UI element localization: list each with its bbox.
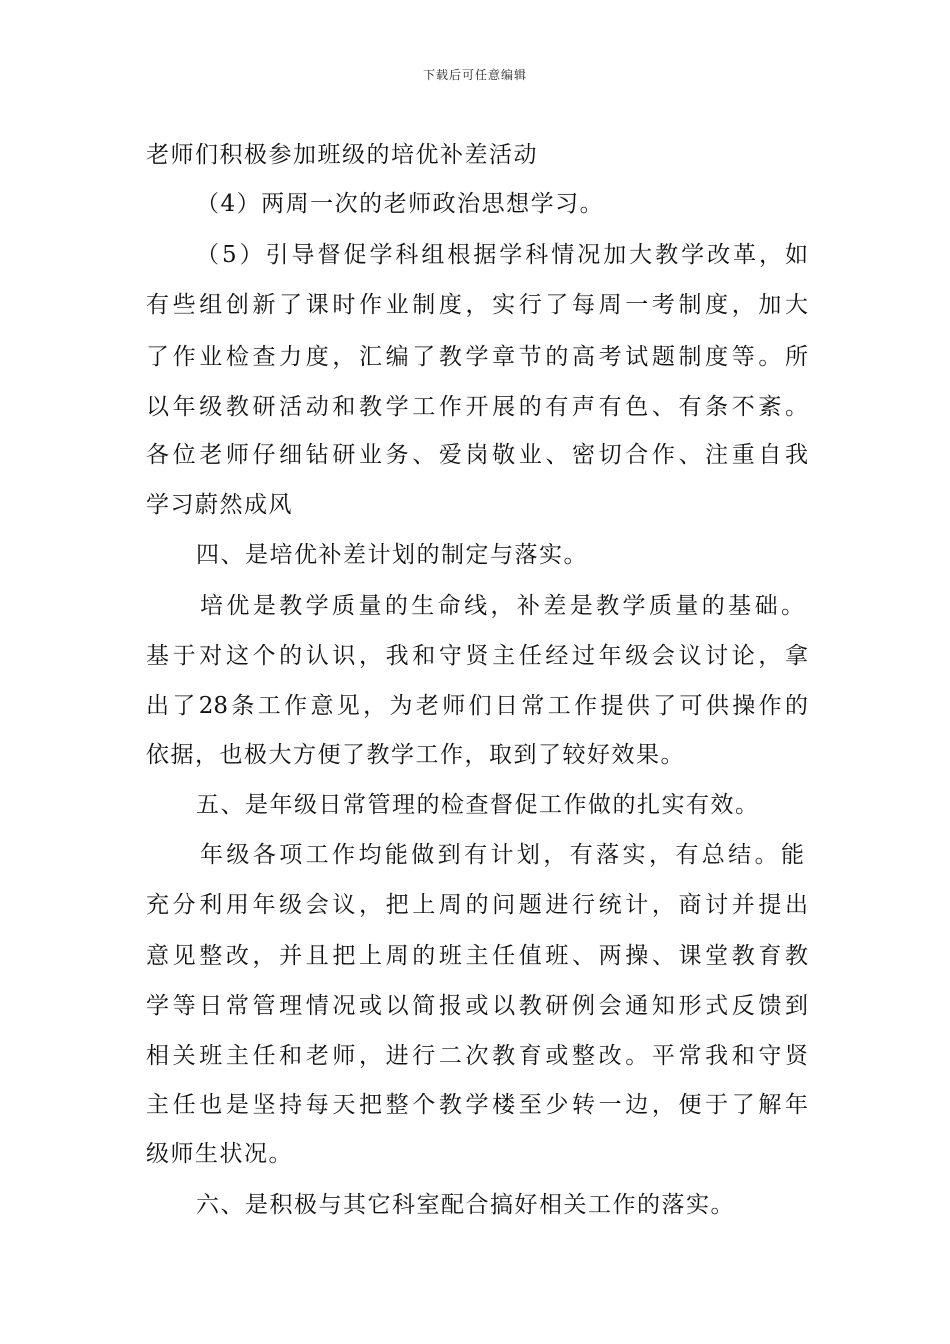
text-line: 主任也是坚持每天把整个教学楼至少转一边，便于了解年 (146, 1092, 808, 1118)
page-header: 下载后可任意编辑 (422, 68, 527, 82)
text-line: 培优是教学质量的生命线，补差是教学质量的基础。 (200, 593, 804, 619)
text-line: 充分利用年级会议，把上周的问题进行统计，商讨并提出 (146, 892, 808, 918)
text-line: 各位老师仔细钻研业务、爱岗敬业、密切合作、注重自我 (146, 442, 808, 468)
text-line: 出了28条工作意见，为老师们日常工作提供了可供操作的 (146, 693, 808, 719)
text-line: 年级各项工作均能做到有计划，有落实，有总结。能 (200, 842, 804, 868)
text-line: 相关班主任和老师，进行二次教育或整改。平常我和守贤 (146, 1043, 808, 1069)
text-line: （4）两周一次的老师政治思想学习。 (196, 191, 605, 217)
text-line: 五、是年级日常管理的检查督促工作做的扎实有效。 (196, 792, 760, 818)
text-line: 依据，也极大方便了教学工作，取到了较好效果。 (146, 742, 685, 768)
text-line: 老师们积极参加班级的培优补差活动 (146, 142, 538, 168)
text-line: 了作业检查力度，汇编了教学章节的高考试题制度等。所 (146, 344, 808, 370)
text-line: 级师生状况。 (146, 1141, 293, 1167)
text-line: 六、是积极与其它科室配合搞好相关工作的落实。 (196, 1192, 735, 1218)
text-line: 以年级教研活动和教学工作开展的有声有色、有条不紊。 (146, 394, 808, 420)
text-line: 学习蔚然成风 (146, 492, 293, 518)
text-line: 基于对这个的认识，我和守贤主任经过年级会议讨论，拿 (146, 643, 808, 669)
text-line: 有些组创新了课时作业制度，实行了每周一考制度，加大 (146, 292, 808, 318)
text-line: 学等日常管理情况或以简报或以教研例会通知形式反馈到 (146, 993, 808, 1019)
text-line: 意见整改，并且把上周的班主任值班、两操、课堂教育教 (146, 943, 808, 969)
text-line: （5）引导督促学科组根据学科情况加大教学改革，如 (196, 242, 808, 268)
text-line: 四、是培优补差计划的制定与落实。 (196, 542, 588, 568)
